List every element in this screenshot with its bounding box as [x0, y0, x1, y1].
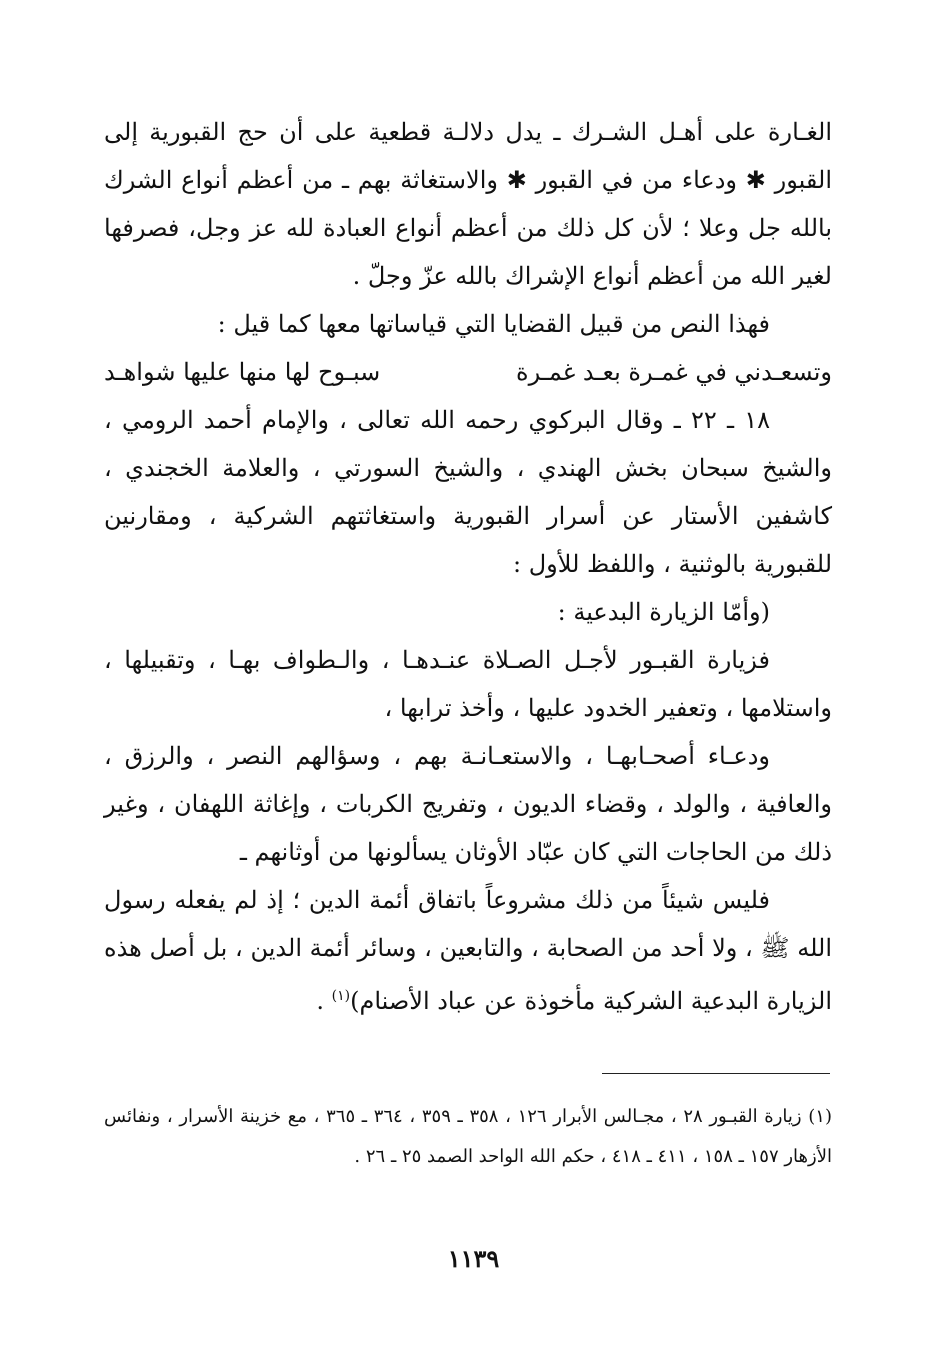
- poetry-verse: [104, 348, 832, 396]
- footnote-reference: (١): [331, 988, 351, 1004]
- footnotes: [104, 1097, 832, 1177]
- paragraph-5: فزيارة القبـور لأجـل الصـلاة عنـدهـا ، والـطواف بهـا ، وتقبيلها ، واستلامها ، وتعفير الخدود عليها ، وأخذ ترابها ،: [104, 646, 832, 722]
- paragraph-1: الغـارة على أهـل الشـرك ـ يدل دلالـة قطعية على أن حج القبورية إلى القبور ✱ ودعاء من في القبور ✱ والاستغاثة بهم ـ من أعظم أنواع الشرك بالله جل وعلا ؛ لأن كل ذلك من أعظم أنواع العبادة لله عز وجل، فصرفها لغير الله من أعظم أنواع الإشراك بالله عزّ وجلّ .: [104, 118, 832, 290]
- paragraph-7: [104, 876, 832, 1025]
- verse-second-hemistich: سبـوح لها منها عليها شواهـد: [104, 358, 381, 386]
- page-number: ١١٣٩: [447, 1244, 500, 1273]
- paragraph-3: ١٨ ـ ٢٢ ـ وقال البركوي رحمه الله تعالى ، والإمام أحمد الرومي ، والشيخ سبحان بخش الهندي ، والشيخ السورتي ، والعلامة الخجندي ، كاشفين الأستار عن أسرار القبورية واستغاثتهم الشركية ، ومقارنين للقبورية بالوثنية ، واللفظ للأول :: [104, 406, 832, 578]
- main-text: [104, 108, 832, 1025]
- footnote-1: (١) زيارة القبـور ٢٨ ، مجـالس الأبرار ١٢٦ ، ٣٥٨ ـ ٣٥٩ ، ٣٦٤ ـ ٣٦٥ ، مع خزينة الأسرار ، ونفائس الأزهار ١٥٧ ـ ١٥٨ ، ٤١١ ـ ٤١٨ ، حكم الله الواحد الصمد ٢٥ ـ ٢٦ .: [104, 1106, 832, 1167]
- verse-first-hemistich: وتسعـدني في غمـرة بعـد غمـرة: [516, 358, 832, 386]
- paragraph-2: فهذا النص من قبيل القضايا التي قياساتها معها كما قيل :: [217, 310, 770, 338]
- paragraph-7-text: فليس شيئاً من ذلك مشروعاً باتفاق أئمة الدين ؛ إذ لم يفعله رسول الله ﷺ ، ولا أحد من الصحابة ، والتابعين ، وسائر أئمة الدين ، بل أصل هذه الزيارة البدعية الشركية مأخوذة عن عباد الأصنام): [104, 886, 832, 1015]
- paragraph-6: ودعـاء أصحـابهـا ، والاستعـانـة بهم ، وسؤالهم النصر ، والرزق ، والعافية ، والولد ، وقضاء الديون ، وتفريج الكربات ، وإغاثة اللهفان ، وغير ذلك من الحاجات التي كان عبّاد الأوثان يسألونها من أوثانهم ـ: [104, 742, 832, 866]
- footnote-divider: [602, 1073, 830, 1074]
- paragraph-4: (وأمّا الزيارة البدعية :: [557, 598, 770, 626]
- paragraph-7-end: .: [316, 987, 332, 1015]
